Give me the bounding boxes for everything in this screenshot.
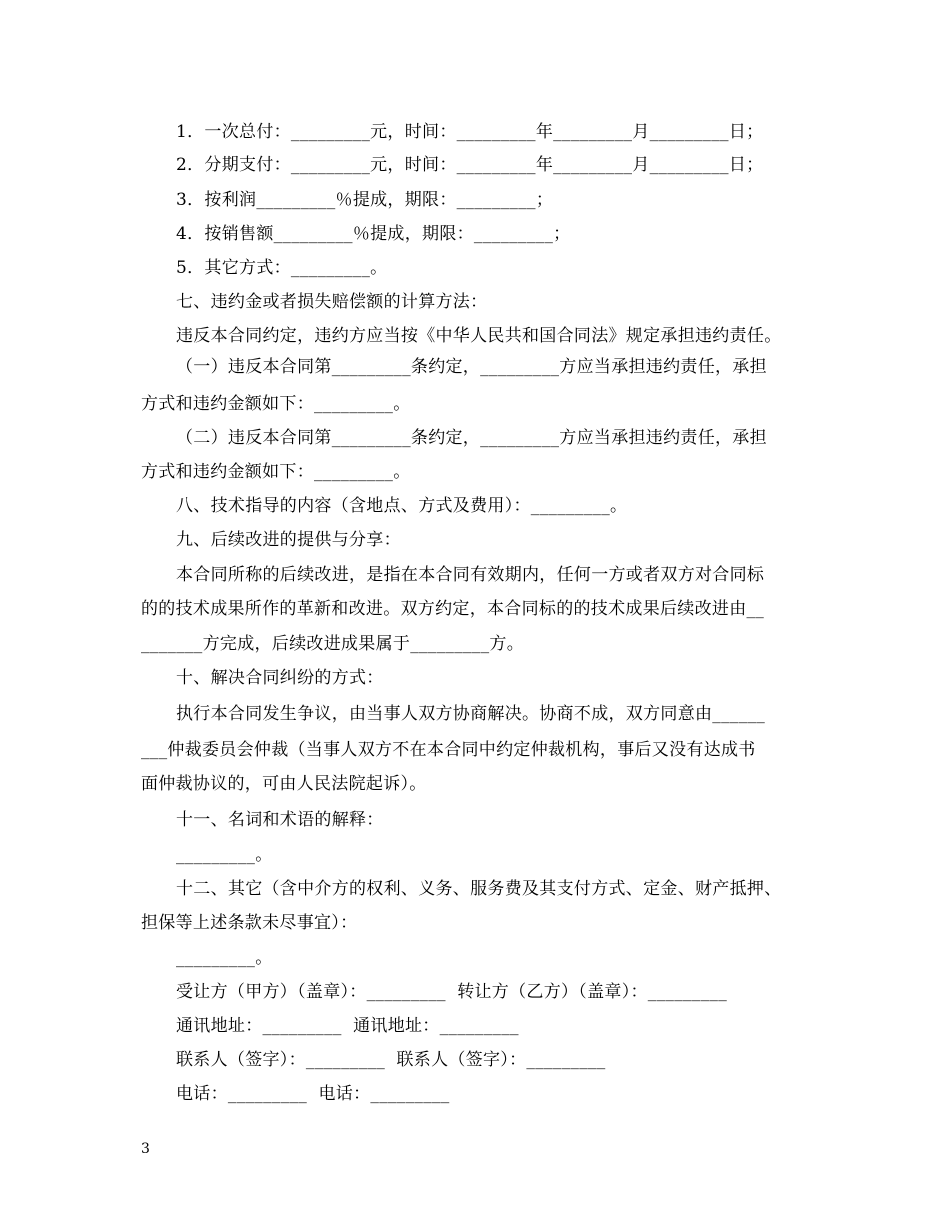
section-9-paragraph-line-2: 的的技术成果所作的革新和改进。双方约定，本合同标的的技术成果后续改进由__ (141, 599, 765, 619)
section-7-item-2-line-2: 方式和违约金额如下：_________。 (141, 462, 411, 482)
payment-option-installment: 2．分期支付：_________元，时间：_________年_________月_________日； (176, 155, 764, 175)
section-7-item-2-line-1: （二）违反本合同第_________条约定，_________方应当承担违约责任，承担 (176, 428, 767, 448)
section-9-paragraph-line-1: 本合同所称的后续改进，是指在本合同有效期内，任何一方或者双方对合同标 (176, 565, 765, 585)
section-7-item-1-line-1: （一）违反本合同第_________条约定，_________方应当承担违约责任，承担 (176, 357, 767, 377)
payment-option-other: 5．其它方式：_________。 (176, 258, 388, 278)
section-9-paragraph-line-3: _______方完成，后续改进成果属于_________方。 (141, 634, 524, 654)
payment-option-profit-share: 3．按利润_________％提成，期限：_________； (176, 190, 554, 210)
section-12-blank: _________。 (176, 948, 273, 968)
payment-option-lump-sum: 1．一次总付：_________元，时间：_________年_________月_________日； (176, 122, 764, 142)
section-10-paragraph-line-1: 执行本合同发生争议，由当事人双方协商解决。协商不成，双方同意由______ (176, 704, 766, 724)
section-10-paragraph-line-3: 面仲裁协议的，可由人民法院起诉）。 (141, 774, 427, 794)
section-8-heading: 八、技术指导的内容（含地点、方式及费用）：_________。 (176, 496, 628, 516)
signature-contact-line: 联系人（签字）：_________ 联系人（签字）：_________ (176, 1050, 606, 1070)
section-7-paragraph: 违反本合同约定，违约方应当按《中华人民共和国合同法》规定承担违约责任。 (176, 326, 782, 346)
section-11-heading: 十一、名词和术语的解释： (176, 810, 384, 830)
page-number: 3 (141, 1141, 150, 1157)
signature-phone-line: 电话：_________ 电话：_________ (176, 1084, 450, 1104)
signature-address-line: 通讯地址：_________ 通讯地址：_________ (176, 1016, 519, 1036)
section-7-item-1-line-2: 方式和违约金额如下：_________。 (141, 394, 411, 414)
section-12-heading-line-2: 担保等上述条款未尽事宜）： (141, 913, 358, 933)
payment-option-sales-share: 4．按销售额_________％提成，期限：_________； (176, 224, 571, 244)
section-11-blank: _________。 (176, 845, 273, 865)
signature-parties-line: 受让方（甲方）（盖章）：_________ 转让方（乙方）（盖章）：_________ (176, 982, 728, 1002)
section-12-heading-line-1: 十二、其它（含中介方的权利、义务、服务费及其支付方式、定金、财产抵押、 (176, 879, 782, 899)
section-9-heading: 九、后续改进的提供与分享： (176, 530, 401, 550)
section-10-paragraph-line-2: ___仲裁委员会仲裁（当事人双方不在本合同中约定仲裁机构，事后又没有达成书 (141, 740, 756, 760)
section-10-heading: 十、解决合同纠纷的方式： (176, 668, 384, 688)
section-7-heading: 七、违约金或者损失赔偿额的计算方法： (176, 292, 488, 312)
